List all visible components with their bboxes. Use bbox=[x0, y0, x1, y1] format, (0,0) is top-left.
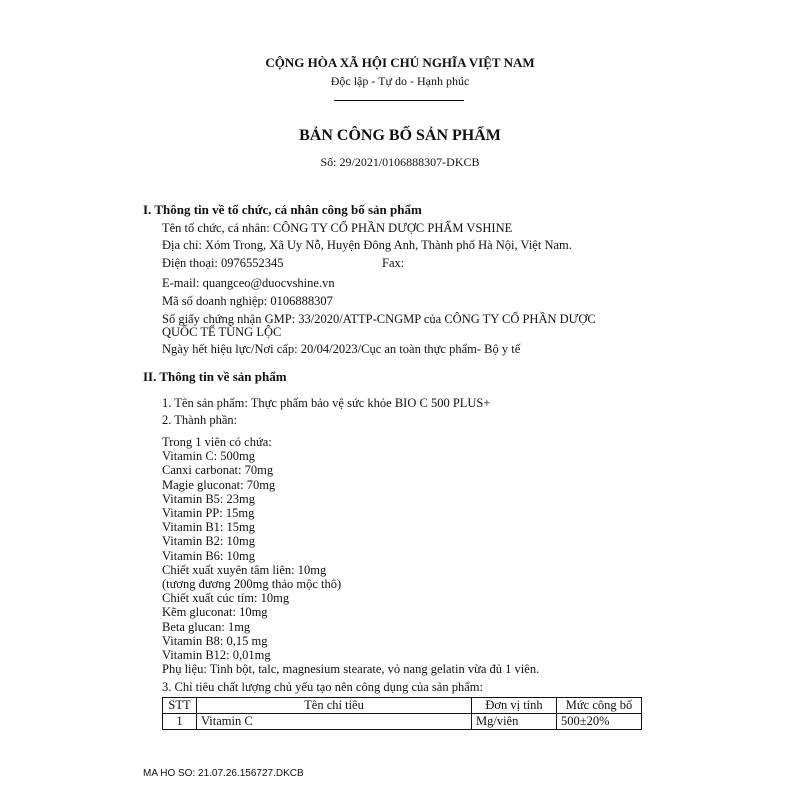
ingredient-line: Vitamin PP: 15mg bbox=[162, 506, 255, 520]
ingredient-line: Vitamin B8: 0,15 mg bbox=[162, 633, 268, 648]
ingredient-line: Chiết xuất xuyên tâm liên: 10mg bbox=[162, 562, 327, 577]
quality-table bbox=[162, 697, 642, 730]
ingredient-line: Magie gluconat: 70mg bbox=[162, 477, 276, 492]
document-number: Số: 29/2021/0106888307-DKCB bbox=[320, 155, 480, 169]
column-header: STT bbox=[163, 698, 197, 714]
ingredient-line: (tương đương 200mg thảo mộc thô) bbox=[162, 577, 342, 591]
ingredient-line: Vitamin B12: 0,01mg bbox=[162, 648, 271, 662]
motto: Độc lập - Tự do - Hạnh phúc bbox=[330, 74, 470, 88]
gmp-certificate: Số giấy chứng nhận GMP: 33/2020/ATTP-CNGMP của CÔNG TY CỔ PHẦN DƯỢC bbox=[162, 312, 596, 326]
org-address: Địa chỉ: Xóm Trong, Xã Uy Nỗ, Huyện Đông Anh, Thành phố Hà Nội, Việt Nam. bbox=[162, 238, 572, 252]
table-header-row bbox=[163, 698, 642, 714]
table-cell: Mg/viên bbox=[472, 714, 557, 730]
org-email: E-mail: quangceo@duocvshine.vn bbox=[162, 276, 335, 290]
product-name: 1. Tên sản phẩm: Thực phẩm bảo vệ sức khỏe BIO C 500 PLUS+ bbox=[162, 396, 491, 410]
org-tax-id: Mã số doanh nghiệp: 0106888307 bbox=[162, 294, 333, 308]
ingredient-line: Vitamin B5: 23mg bbox=[162, 491, 255, 506]
ingredient-line: Vitamin B1: 15mg bbox=[162, 520, 255, 535]
header-divider bbox=[334, 100, 464, 101]
column-header: Mức công bố bbox=[557, 698, 642, 714]
gmp-certificate-cont: QUỐC TẾ TÙNG LỘC bbox=[162, 325, 282, 339]
table-cell: 500±20% bbox=[557, 714, 642, 730]
table-cell: 1 bbox=[163, 714, 197, 730]
document-title: BẢN CÔNG BỐ SẢN PHẨM bbox=[299, 127, 501, 144]
section-2-heading: II. Thông tin về sản phẩm bbox=[143, 369, 287, 384]
section-1-heading: I. Thông tin về tổ chức, cá nhân công bố sản phẩm bbox=[143, 202, 422, 217]
ingredient-line: Vitamin B2: 10mg bbox=[162, 534, 255, 549]
org-phone: Điện thoại: 0976552345 bbox=[162, 256, 284, 270]
org-fax: Fax: bbox=[382, 256, 405, 270]
record-id: MA HO SO: 21.07.26.156727.DKCB bbox=[143, 768, 304, 779]
ingredient-line: Vitamin C: 500mg bbox=[162, 449, 255, 464]
republic-heading: CỘNG HÒA XÃ HỘI CHỦ NGHĨA VIỆT NAM bbox=[265, 55, 535, 70]
column-header: Đơn vị tính bbox=[472, 698, 557, 714]
quality-heading: 3. Chỉ tiêu chất lượng chủ yếu tạo nên công dụng của sản phẩm: bbox=[162, 680, 483, 694]
ingredient-line: Trong 1 viên có chứa: bbox=[162, 435, 272, 449]
table-cell: Vitamin C bbox=[197, 714, 472, 730]
certificate-expiry: Ngày hết hiệu lực/Nơi cấp: 20/04/2023/Cục an toàn thực phẩm- Bộ y tế bbox=[162, 342, 521, 356]
table-row bbox=[163, 714, 642, 730]
ingredient-line: Kẽm gluconat: 10mg bbox=[162, 605, 268, 620]
ingredients-heading: 2. Thành phần: bbox=[162, 413, 238, 427]
ingredient-line: Beta glucan: 1mg bbox=[162, 619, 251, 634]
ingredient-line: Chiết xuất cúc tím: 10mg bbox=[162, 591, 290, 606]
column-header: Tên chỉ tiêu bbox=[197, 698, 472, 714]
ingredient-line: Vitamin B6: 10mg bbox=[162, 548, 255, 563]
ingredient-line: Phụ liệu: Tinh bột, talc, magnesium stearate, vỏ nang gelatin vừa đủ 1 viên. bbox=[162, 662, 540, 677]
org-name: Tên tổ chức, cá nhân: CÔNG TY CỔ PHẦN DƯỢC PHẨM VSHINE bbox=[162, 221, 513, 235]
ingredient-line: Canxi carbonat: 70mg bbox=[162, 463, 274, 478]
